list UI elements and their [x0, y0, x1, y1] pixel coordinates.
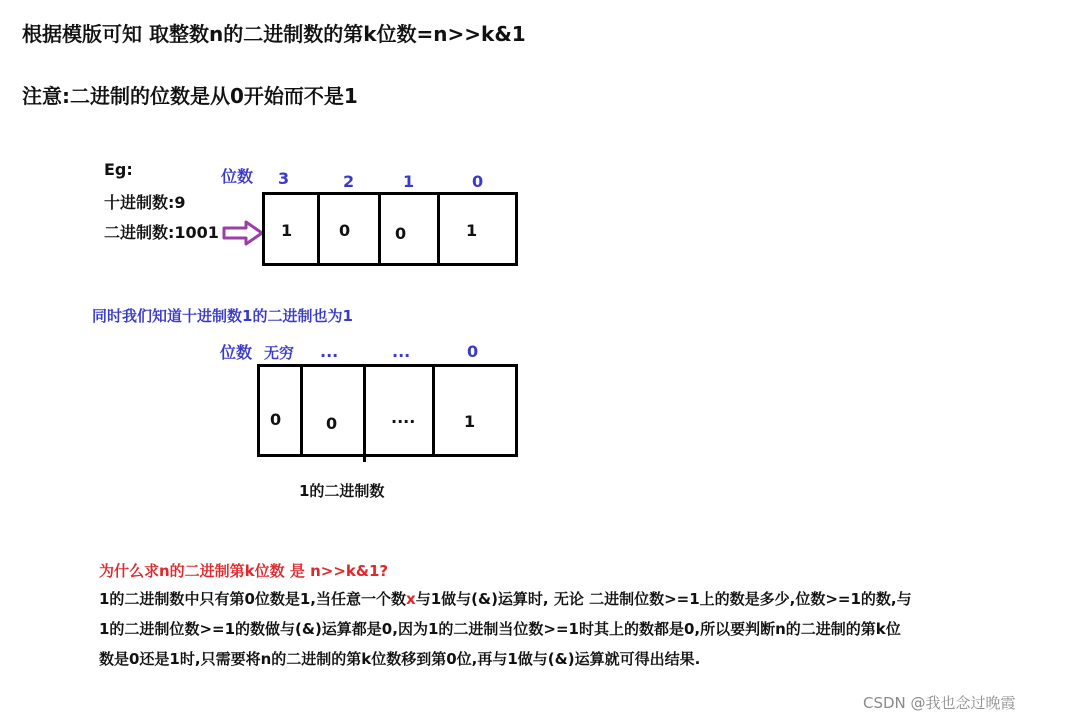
- position-index: ...: [320, 342, 339, 361]
- heading-note: 注意:二进制的位数是从0开始而不是1: [22, 84, 358, 108]
- binary-label: 二进制数:1001: [104, 223, 219, 242]
- question-heading: 为什么求n的二进制第k位数 是 n>>k&1?: [99, 562, 389, 580]
- eg-label: Eg:: [104, 160, 133, 179]
- position-index: 无穷: [264, 344, 295, 362]
- bit-value: ....: [391, 408, 416, 427]
- watermark: CSDN @我也念过晚霞: [863, 694, 1016, 712]
- bit-value: 0: [270, 410, 282, 429]
- position-index: 0: [467, 342, 479, 361]
- right-arrow-icon: [222, 220, 264, 246]
- explanation-line-3: 数是0还是1时,只需要将n的二进制的第k位数移到第0位,再与1做与(&)运算就可得出结果.: [99, 650, 701, 668]
- bit-value: 1: [466, 221, 478, 240]
- explanation-line-1: [99, 585, 912, 613]
- cell-divider: [432, 365, 435, 456]
- explanation-text: 1的二进制数中只有第0位数是1,当任意一个数: [99, 590, 407, 608]
- bit-value: 1: [281, 221, 293, 240]
- cell-divider: [437, 193, 440, 265]
- bit-value: 0: [326, 414, 338, 433]
- binary-cells-9: [262, 192, 518, 266]
- position-label-1: 位数: [221, 167, 254, 186]
- decimal-label: 十进制数:9: [104, 193, 186, 212]
- cell-divider: [378, 193, 381, 265]
- position-index: 3: [278, 169, 290, 188]
- cell-divider: [300, 365, 303, 456]
- heading-formula: 根据模版可知 取整数n的二进制数的第k位数=n>>k&1: [22, 22, 526, 46]
- decimal-one-note: 同时我们知道十进制数1的二进制也为1: [92, 307, 353, 325]
- bit-value: 0: [395, 224, 407, 243]
- position-index: 2: [343, 172, 355, 191]
- explanation-text: 与1做与(&)运算时, 无论 二进制位数>=1上的数是多少,位数>=1的数,与: [415, 590, 912, 608]
- cell-divider: [317, 193, 320, 265]
- position-index: 0: [472, 172, 484, 191]
- explanation-line-2: 1的二进制位数>=1的数做与(&)运算都是0,因为1的二进制当位数>=1时其上的数都是0,所以要判断n的二进制的第k位: [99, 620, 901, 638]
- position-index: ...: [392, 342, 411, 361]
- box-caption: 1的二进制数: [299, 482, 385, 500]
- variable-x: x: [406, 590, 416, 608]
- bit-value: 1: [464, 412, 476, 431]
- position-label-2: 位数: [220, 343, 253, 362]
- binary-cells-1: [257, 364, 518, 457]
- position-index: 1: [403, 172, 415, 191]
- cell-divider: [363, 365, 366, 462]
- bit-value: 0: [339, 221, 351, 240]
